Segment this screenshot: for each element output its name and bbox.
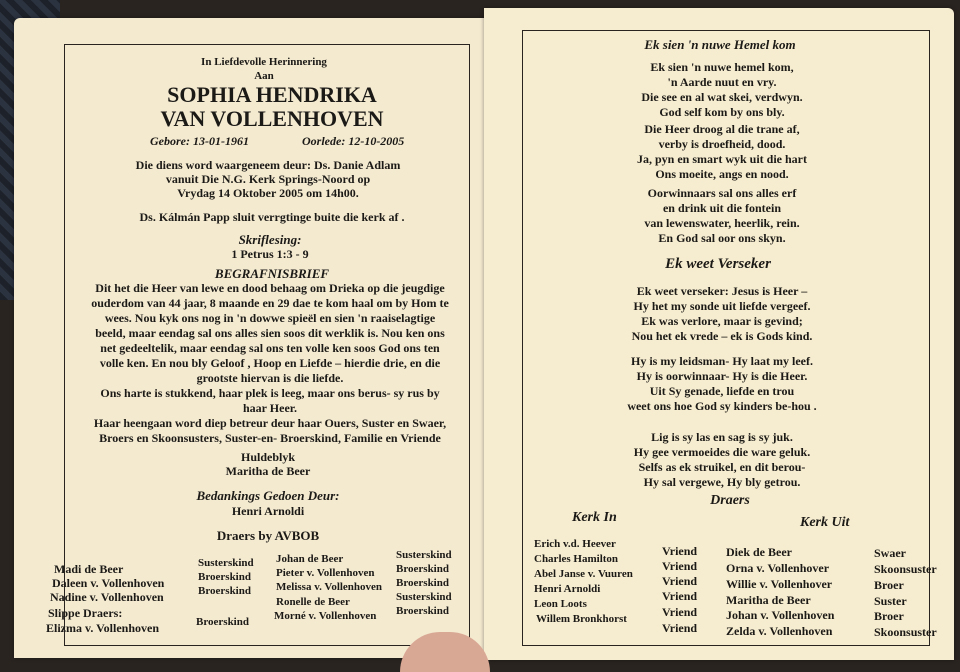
bearer-name: Pieter v. Vollenhoven: [276, 567, 375, 579]
poem1-stanza: [562, 186, 882, 246]
closing-note: Ds. Kálmán Papp sluit verrgtinge buite die kerk af .: [139, 210, 405, 224]
bearer-name: Maritha de Beer: [726, 593, 811, 607]
poem2-stanza: [562, 430, 882, 490]
bearer-relation: Susterskind: [396, 549, 452, 561]
scripture-reference: 1 Petrus 1:3 - 9: [231, 247, 309, 261]
bearer-relation: Broerskind: [396, 605, 449, 617]
poem-line: Lig is sy las en sag is sy juk.: [651, 430, 793, 444]
bearer-subheading: Slippe Draers:: [48, 606, 123, 620]
service-line: Vrydag 14 Oktober 2005 om 14h00.: [177, 186, 359, 200]
bearer-relation: Vriend: [662, 621, 698, 635]
bearer-name: Morné v. Vollenhoven: [274, 610, 377, 622]
poem2-stanza: [562, 354, 882, 414]
poem-line: 'n Aarde nuut en vry.: [667, 75, 777, 89]
thanks-title: Bedankings Gedoen Deur:: [196, 488, 340, 503]
letter-line: Ons harte is stukkend, haar plek is leeg, maar ons berus- sy rus by: [100, 386, 440, 400]
poem-line: Ek weet verseker: Jesus is Heer –: [636, 284, 808, 298]
bearer-relation: Broerskind: [198, 571, 251, 583]
draers-title: Draers: [710, 493, 750, 508]
poem-line: weet ons hoe God sy kinders be-hou .: [627, 399, 817, 413]
church-in-heading: Kerk In: [572, 510, 617, 525]
tribute-title: Huldeblyk: [240, 450, 296, 464]
bearer-name: Johan de Beer: [276, 553, 344, 565]
poem-line: Hy is my leidsman- Hy laat my leef.: [631, 354, 813, 368]
poem-line: Hy is oorwinnaar- Hy is die Heer.: [636, 369, 808, 383]
bearer-name: Charles Hamilton: [534, 553, 619, 565]
bearer-relation: Skoonsuster: [874, 562, 937, 576]
bearer-name: Zelda v. Vollenhoven: [726, 624, 833, 638]
memorial-heading: In Liefdevolle Herinnering: [201, 56, 327, 68]
poem-line: Hy gee vermoeides die ware geluk.: [633, 445, 811, 459]
bearer-name: Johan v. Vollenhoven: [726, 608, 835, 622]
bearer-relation: Skoonsuster: [874, 625, 937, 639]
bearer-name: Ronelle de Beer: [276, 596, 350, 608]
bearer-name: Elizma v. Vollenhoven: [46, 621, 160, 635]
poem-line: Hy sal vergewe, Hy bly getrou.: [643, 475, 801, 489]
poem-line: Selfs as ek struikel, en dit berou-: [638, 460, 806, 474]
tribute-name: Maritha de Beer: [225, 464, 311, 478]
bearer-name: Nadine v. Vollenhoven: [50, 590, 164, 604]
letter-line: wees. Nou kyk ons nog in 'n dowwe spieël en sien 'n raaiselagtige: [104, 311, 436, 325]
bearer-relation: Vriend: [662, 589, 698, 603]
bearer-name: Erich v.d. Heever: [534, 538, 616, 550]
poem2-title: Ek weet Verseker: [665, 256, 771, 272]
death-date: Oorlede: 12-10-2005: [302, 134, 405, 148]
church-out-heading: Kerk Uit: [800, 515, 850, 530]
poem-line: Hy het my sonde uit liefde vergeef.: [633, 299, 811, 313]
poem-line: en drink uit die fontein: [662, 201, 782, 215]
thanks-name: Henri Arnoldi: [231, 504, 305, 518]
poem-line: Nou het ek vrede – ek is Gods kind.: [631, 329, 813, 343]
letter-line: beeld, maar eendag sal ons alles sien soos dit werklik is. Nou ken ons: [95, 326, 445, 340]
letter-line: Broers en Skoonsusters, Suster-en- Broerskind, Familie en Vriende: [99, 431, 441, 445]
deceased-name-line1: SOPHIA HENDRIKA: [167, 82, 377, 107]
bearer-relation: Broer: [874, 578, 904, 592]
bearer-name: Madi de Beer: [54, 562, 124, 576]
bearer-relation: Vriend: [662, 574, 698, 588]
memorial-to: Aan: [254, 70, 274, 82]
poem-line: En God sal oor ons skyn.: [658, 231, 786, 245]
bearer-relation: Broer: [874, 609, 904, 623]
bearer-relation: Susterskind: [396, 591, 452, 603]
funeral-letter: [70, 281, 470, 446]
letter-line: ouderdom van 44 jaar, 8 maande en 29 dae te kom haal om by Hom te: [91, 296, 449, 310]
poem-line: verby is droefheid, dood.: [658, 137, 786, 151]
letter-line: net gedeeltelik, maar eendag sal ons ten volle ken soos God ons ten: [100, 341, 440, 355]
scripture-title: Skriflesing:: [238, 232, 302, 247]
letter-line: grootste hiervan is die liefde.: [196, 371, 344, 385]
poem-line: God self kom by ons bly.: [659, 105, 785, 119]
service-line: vanuit Die N.G. Kerk Springs-Noord op: [165, 172, 371, 186]
poem-line: Ons moeite, angs en nood.: [655, 167, 789, 181]
bearer-relation: Swaer: [874, 546, 906, 560]
bearer-relation: Broerskind: [396, 577, 449, 589]
bearers-title: Draers by AVBOB: [216, 528, 320, 543]
bearer-relation: Vriend: [662, 559, 698, 573]
bearer-name: Daleen v. Vollenhoven: [52, 576, 165, 590]
poem1-stanza: [562, 122, 882, 182]
poem-line: Die see en al wat skei, verdwyn.: [641, 90, 803, 104]
bearer-name: Leon Loots: [534, 598, 587, 610]
poem-line: Die Heer droog al die trane af,: [644, 122, 800, 136]
bearer-name: Orna v. Vollenhover: [726, 561, 830, 575]
bearer-relation: Suster: [874, 594, 907, 608]
poem-line: Oorwinnaars sal ons alles erf: [647, 186, 797, 200]
poem-line: Ek was verlore, maar is gevind;: [641, 314, 803, 328]
poem-line: Ja, pyn en smart wyk uit die hart: [636, 152, 807, 166]
letter-title: BEGRAFNISBRIEF: [214, 266, 330, 281]
bearer-name: Willie v. Vollenhover: [726, 577, 833, 591]
poem1-stanza: [562, 60, 882, 120]
letter-line: Haar heengaan word diep betreur deur haar Ouers, Suster en Swaer,: [93, 416, 447, 430]
bearer-relation: Susterskind: [198, 557, 254, 569]
deceased-name-line2: VAN VOLLENHOVEN: [160, 106, 384, 131]
service-line: Die diens word waargeneem deur: Ds. Danie Adlam: [135, 158, 401, 172]
letter-line: haar Heer.: [243, 401, 297, 415]
bearer-relation: Broerskind: [198, 585, 251, 597]
poem1-title: Ek sien 'n nuwe Hemel kom: [644, 37, 796, 52]
letter-line: volle ken. En nou bly Geloof , Hoop en Liefde – hierdie drie, en die: [99, 356, 441, 370]
bearer-relation: Vriend: [662, 544, 698, 558]
bearer-name: Diek de Beer: [726, 545, 792, 559]
bearer-name: Henri Arnoldi: [534, 583, 601, 595]
letter-line: Dit het die Heer van lewe en dood behaag om Drieka op die jeugdige: [95, 281, 445, 295]
bearer-name: Willem Bronkhorst: [536, 613, 627, 625]
bearer-name: Abel Janse v. Vuuren: [534, 568, 633, 580]
bearer-name: Melissa v. Vollenhoven: [276, 581, 383, 593]
poem-line: van lewenswater, heerlik, rein.: [644, 216, 800, 230]
bearer-relation: Vriend: [662, 605, 698, 619]
poem-line: Ek sien 'n nuwe hemel kom,: [650, 60, 794, 74]
bearer-relation: Broerskind: [396, 563, 449, 575]
bearer-relation: Broerskind: [196, 616, 249, 628]
birth-date: Gebore: 13-01-1961: [150, 134, 249, 148]
poem-line: Uit Sy genade, liefde en trou: [649, 384, 795, 398]
poem2-stanza: [562, 284, 882, 344]
